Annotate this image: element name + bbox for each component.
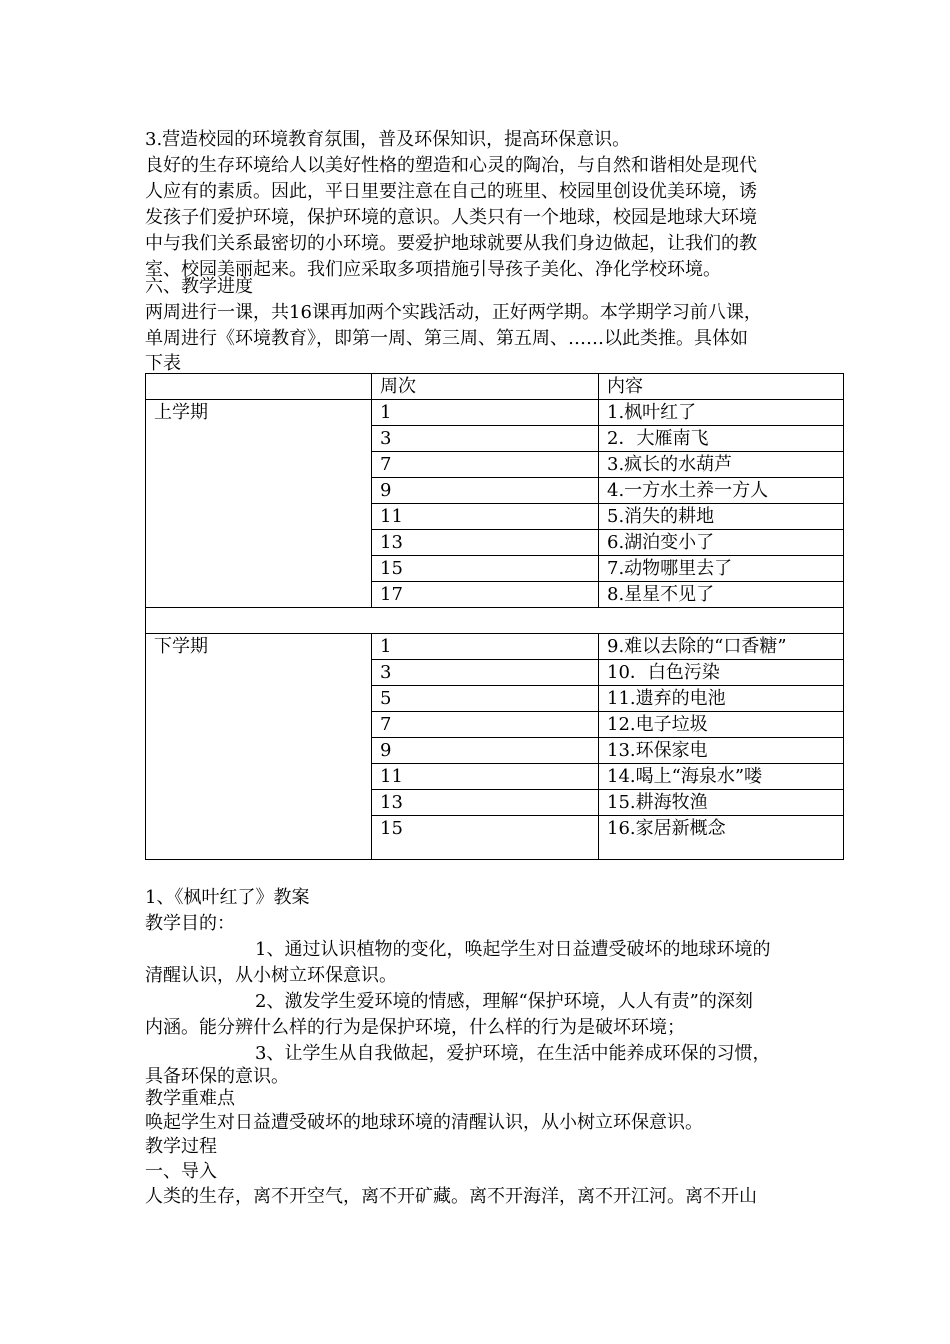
key-points-heading: 教学重难点 <box>145 1088 235 1109</box>
week-cell: 7 <box>372 712 599 738</box>
intro-heading: 一、导入 <box>145 1161 217 1182</box>
week-cell: 7 <box>372 452 599 478</box>
header-cell <box>146 374 372 400</box>
content-cell: 4.一方水土养一方人 <box>599 478 844 504</box>
content-cell: 7.动物哪里去了 <box>599 556 844 582</box>
goal-1-cont: 清醒认识，从小树立环保意识。 <box>145 965 397 986</box>
content-cell: 10．白色污染 <box>599 660 844 686</box>
table-row <box>146 634 844 660</box>
process-heading: 教学过程 <box>145 1136 217 1157</box>
week-cell: 9 <box>372 738 599 764</box>
term-cell-second: 下学期 <box>146 634 372 860</box>
goal-2-line: 2、激发学生爱环境的情感，理解“保护环境，人人有责”的深刻 <box>255 991 753 1012</box>
paragraph-line: 中与我们关系最密切的小环境。要爱护地球就要从我们身边做起，让我们的教 <box>145 233 757 254</box>
spacer-cell <box>146 608 844 634</box>
content-cell: 11.遗弃的电池 <box>599 686 844 712</box>
content-cell: 3.疯长的水葫芦 <box>599 452 844 478</box>
section-heading: 六、教学进度 <box>145 276 253 297</box>
goal-3-line: 3、让学生从自我做起，爱护环境，在生活中能养成环保的习惯， <box>255 1043 771 1064</box>
header-cell-week: 周次 <box>372 374 599 400</box>
paragraph-line: 下表 <box>145 353 181 374</box>
lesson-title: 1、《枫叶红了》教案 <box>145 887 310 908</box>
content-cell: 15.耕海牧渔 <box>599 790 844 816</box>
paragraph-line: 两周进行一课，共16课再加两个实践活动，正好两学期。本学期学习前八课， <box>145 302 762 323</box>
paragraph-line: 单周进行《环境教育》，即第一周、第三周、第五周、……以此类推。具体如 <box>145 328 748 349</box>
week-cell: 15 <box>372 816 599 860</box>
paragraph-line: 室、校园美丽起来。我们应采取多项措施引导孩子美化、净化学校环境。 <box>145 259 721 280</box>
goals-heading: 教学目的： <box>145 913 235 934</box>
week-cell: 11 <box>372 764 599 790</box>
week-cell: 3 <box>372 426 599 452</box>
content-cell: 2．大雁南飞 <box>599 426 844 452</box>
content-cell: 9.难以去除的“口香糖” <box>599 634 844 660</box>
schedule-table <box>145 373 844 860</box>
paragraph-line: 人应有的素质。因此，平日里要注意在自己的班里、校园里创设优美环境，诱 <box>145 181 757 202</box>
goal-3-cont: 具备环保的意识。 <box>145 1066 289 1087</box>
week-cell: 15 <box>372 556 599 582</box>
paragraph-line: 良好的生存环境给人以美好性格的塑造和心灵的陶冶，与自然和谐相处是现代 <box>145 155 757 176</box>
content-cell: 13.环保家电 <box>599 738 844 764</box>
goal-3-line: 3.营造校园的环境教育氛围，普及环保知识，提高环保意识。 <box>145 129 631 150</box>
key-points-text: 唤起学生对日益遭受破坏的地球环境的清醒认识，从小树立环保意识。 <box>145 1112 703 1133</box>
content-cell: 14.喝上“海泉水”喽 <box>599 764 844 790</box>
week-cell: 13 <box>372 790 599 816</box>
table-header-row <box>146 374 844 400</box>
goal-1-line: 1、通过认识植物的变化，唤起学生对日益遭受破坏的地球环境的 <box>255 939 771 960</box>
week-cell: 5 <box>372 686 599 712</box>
header-cell-content: 内容 <box>599 374 844 400</box>
content-cell: 5.消失的耕地 <box>599 504 844 530</box>
term-cell-first: 上学期 <box>146 400 372 608</box>
week-cell: 1 <box>372 634 599 660</box>
paragraph-line: 发孩子们爱护环境，保护环境的意识。人类只有一个地球，校园是地球大环境 <box>145 207 757 228</box>
week-cell: 13 <box>372 530 599 556</box>
week-cell: 9 <box>372 478 599 504</box>
content-cell: 1.枫叶红了 <box>599 400 844 426</box>
content-cell: 8.星星不见了 <box>599 582 844 608</box>
week-cell: 17 <box>372 582 599 608</box>
intro-text: 人类的生存，离不开空气，离不开矿藏。离不开海洋，离不开江河。离不开山 <box>145 1186 757 1207</box>
week-cell: 3 <box>372 660 599 686</box>
content-cell: 16.家居新概念 <box>599 816 844 860</box>
table-spacer-row <box>146 608 844 634</box>
content-cell: 6.湖泊变小了 <box>599 530 844 556</box>
content-cell: 12.电子垃圾 <box>599 712 844 738</box>
goal-2-cont: 内涵。能分辨什么样的行为是保护环境，什么样的行为是破坏环境； <box>145 1017 685 1038</box>
week-cell: 1 <box>372 400 599 426</box>
table-row <box>146 400 844 426</box>
week-cell: 11 <box>372 504 599 530</box>
